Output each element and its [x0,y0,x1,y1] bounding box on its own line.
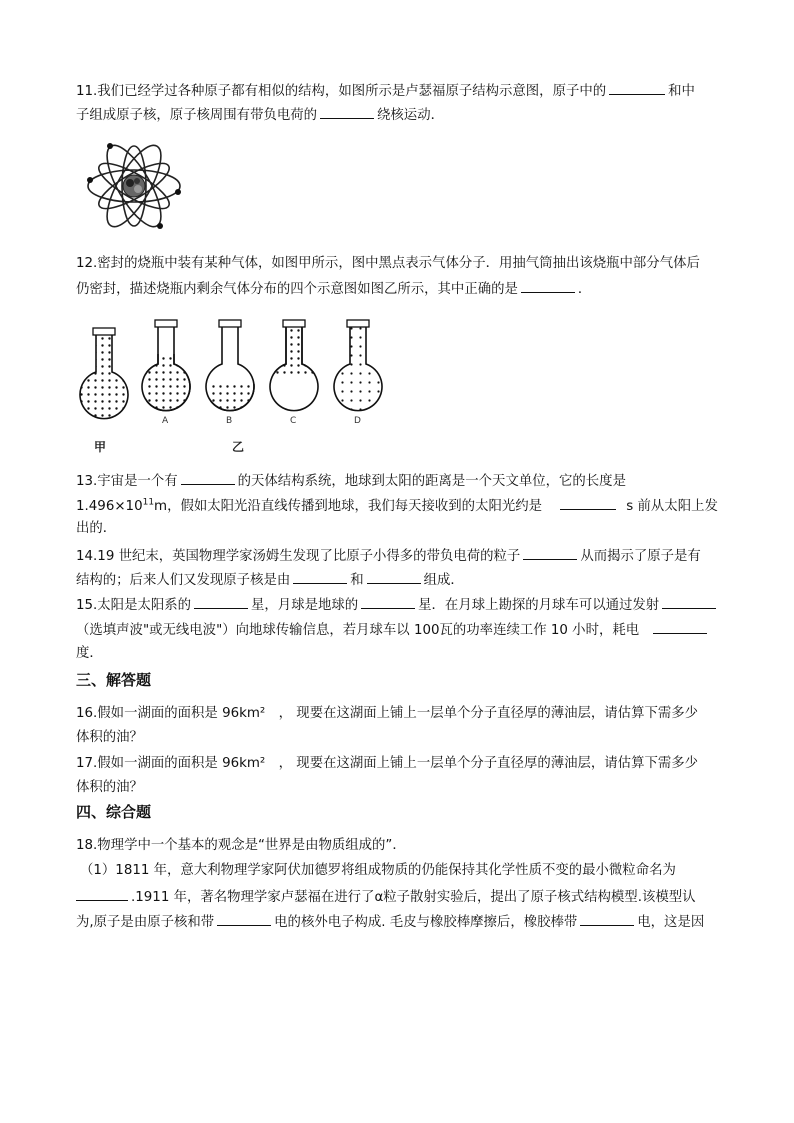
q18-text-3a: 为,原子是由原子核和带 [76,915,215,930]
flask-label-b: B [226,416,233,426]
q14-text-e: 组成． [423,573,464,588]
q12-line1: 12.密封的烧瓶中装有某种气体，如图甲所示，图中黑点表示气体分子．用抽气筒抽出该烧瓶中部分气体后 [76,256,700,271]
section-4-heading: 四、综合题 [76,803,152,821]
q14-line2 [76,569,464,591]
q11-text-1b: 和中 [668,84,695,99]
q18-line1: （1）1811 年，意大利物理学家阿伏加德罗将组成物质的仍能保持其化学性质不变的最小微粒命名为 [80,863,676,878]
q18-text-3c: 电，这是因 [637,915,705,930]
q14-blank-1[interactable] [523,545,577,560]
q11-text-2b: 绕核运动． [377,108,444,123]
q13-line1 [76,470,626,492]
q14-blank-2[interactable] [293,569,347,584]
q12-blank[interactable] [521,278,575,293]
q13-text-1a: 13.宇宙是一个有 [76,474,178,489]
q11-blank-2[interactable] [320,104,374,119]
q12-line2 [76,278,591,300]
flask-jia [80,328,128,419]
q15-text-b: 星，月球是地球的 [251,598,359,613]
q15-blank-1[interactable] [194,594,248,609]
q13-text-1b: 的天体结构系统，地球到太阳的距离是一个天文单位，它的长度是 [237,474,626,489]
q18-text-3b: 电的核外电子构成. 毛皮与橡胶棒摩擦后，橡胶棒带 [274,915,578,930]
flask-label-a: A [162,416,169,426]
q11-line1 [76,80,695,102]
q13-text-2a: 1.496×10 [76,499,143,514]
q18-blank-3[interactable] [580,911,634,926]
q15-text-c: 星．在月球上勘探的月球车可以通过发射 [418,598,660,613]
q18-intro: 18.物理学中一个基本的观念是“世界是由物质组成的”． [76,838,406,853]
q13-blank-1[interactable] [181,470,235,485]
q18-blank-2[interactable] [217,911,271,926]
q18-line3 [76,911,704,933]
q15-line1 [76,594,719,616]
q13-exponent: 11 [142,497,155,508]
q12-text-2a: 仍密封，描述烧瓶内剩余气体分布的四个示意图如图乙所示，其中正确的是 [76,282,518,297]
label-jia: 甲 [94,440,107,454]
q11-line2 [76,104,444,126]
q15-text-a: 15.太阳是太阳系的 [76,598,192,613]
flask-c [270,320,318,411]
q14-text-b: 从而揭示了原子是有 [580,549,701,564]
q13-line2 [76,495,718,517]
flask-label-c: C [290,416,297,426]
q13-text-2b: m，假如太阳光沿直线传播到地球，我们每天接收到的太阳光约是 [154,499,543,514]
q15-line3: 度． [76,646,103,661]
q14-text-d: 和 [350,573,364,588]
q15-line2 [76,619,710,641]
q14-blank-3[interactable] [367,569,421,584]
q11-text-1a: 11.我们已经学过各种原子都有相似的结构，如图所示是卢瑟福原子结构示意图，原子中的 [76,84,607,99]
q18-text-2: .1911 年，著名物理学家卢瑟福在进行了α粒子散射实验后，提出了原子核式结构模型.该模型认 [131,890,696,905]
q18-blank-1[interactable] [76,886,128,901]
q12-text-2b: ． [577,282,592,297]
q16-line2: 体积的油？ [76,730,143,745]
section-3-heading: 三、解答题 [76,671,152,689]
q14-text-a: 14.19 世纪末，英国物理学家汤姆生发现了比原子小得多的带负电荷的粒子 [76,549,521,564]
q17-line2: 体积的油？ [76,780,143,795]
q11-blank-1[interactable] [609,80,665,95]
flask-d [334,320,382,411]
q11-text-2a: 子组成原子核，原子核周围有带负电荷的 [76,108,318,123]
label-yi: 乙 [232,440,245,454]
q15-text-d: （选填声波"或无线电波"）向地球传输信息，若月球车以 100瓦的功率连续工作 10 小时，耗电 [76,623,640,638]
q13-blank-2[interactable] [560,495,616,510]
q18-line2 [76,886,696,908]
flasks-figure [74,314,394,432]
q17-line1: 17.假如一湖面的面积是 96km² ， 现要在这湖面上铺上一层单个分子直径厚的薄油层，请估算下需多少 [76,756,699,771]
q16-line1: 16.假如一湖面的面积是 96km² ， 现要在这湖面上铺上一层单个分子直径厚的薄油层，请估算下需多少 [76,706,699,721]
q14-text-c: 结构的；后来人们又发现原子核是由 [76,573,291,588]
flask-label-d: D [354,416,361,426]
flask-b [206,320,254,411]
q14-line1 [76,545,701,567]
q13-line3: 出的． [76,521,117,536]
q15-blank-4[interactable] [653,619,707,634]
q13-text-2c: s 前从太阳上发 [626,499,718,514]
flask-a [142,320,190,411]
q15-blank-2[interactable] [361,594,415,609]
q15-blank-3[interactable] [662,594,716,609]
rutherford-atom-figure [80,132,192,236]
